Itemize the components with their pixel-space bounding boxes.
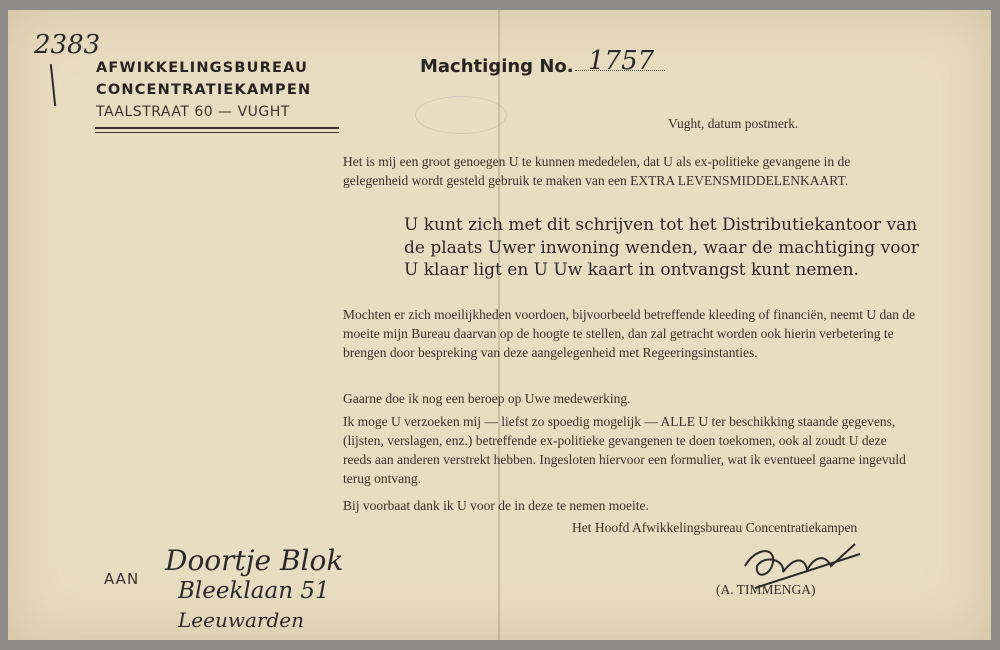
archive-number: 2383 <box>34 30 101 60</box>
signatory-name: (A. TIMMENGA) <box>716 582 816 597</box>
paragraph-4: Gaarne doe ik nog een beroep op Uwe medewerking. <box>343 391 631 406</box>
paragraph-3: Mochten er zich moeilijkheden voordoen, bijvoorbeeld betreffende kleeding of financiën, neemt U dan de moeite mijn Bureau daarvan op de hoogte te stellen, dan zal getracht worden ook hierin verbetering te brengen door bespreking van deze aangelegenheid met Regeeringsinstanties. <box>343 307 916 360</box>
paragraph-5: Ik moge U verzoeken mij — liefst zo spoedig mogelijk — ALLE U ter beschikking staande gegevens, (lijsten, verslagen, enz.) betreffende ex-politieke gevangenen te doen toekomen, ook al zoudt U deze reeds aan anderen verstrekt hebben. Ingesloten hiervoor een formulier, wat ik eventueel gaarne ingevuld terug ontvang. <box>343 414 906 486</box>
paragraph-2: U kunt zich met dit schrijven tot het Distributiekantoor van de plaats Uwer inwoning wenden, waar de machtiging voor U klaar ligt en U Uw kaart in ontvangst kunt nemen. <box>404 215 919 280</box>
place-date: Vught, datum postmerk. <box>668 116 799 131</box>
recipient-name: Doortje Blok <box>165 544 344 577</box>
authorization-number: 1757 <box>588 46 655 76</box>
paragraph-1: Het is mij een groot genoegen U te kunnen mededelen, dat U als ex-politieke gevangene in de gelegenheid wordt gesteld gebruik te maken van een EXTRA LEVENSMIDDELENKAART. <box>343 154 851 188</box>
closing-line: Het Hoofd Afwikkelingsbureau Concentratiekampen <box>572 520 858 535</box>
paragraph-6: Bij voorbaat dank ik U voor de in deze te nemen moeite. <box>343 498 649 513</box>
authorization-title: Machtiging No. <box>420 56 574 77</box>
org-name-line1: AFWIKKELINGSBUREAU <box>96 60 309 76</box>
header-rule-top <box>95 127 339 129</box>
org-name-line2: CONCENTRATIEKAMPEN <box>96 82 312 98</box>
header-rule-bottom <box>95 132 339 133</box>
recipient-city: Leeuwarden <box>178 608 304 632</box>
org-address: TAALSTRAAT 60 — VUGHT <box>96 104 290 120</box>
recipient-street: Bleeklaan 51 <box>178 578 330 604</box>
faint-stamp-mark <box>415 96 507 134</box>
recipient-prefix: AAN <box>104 570 140 588</box>
